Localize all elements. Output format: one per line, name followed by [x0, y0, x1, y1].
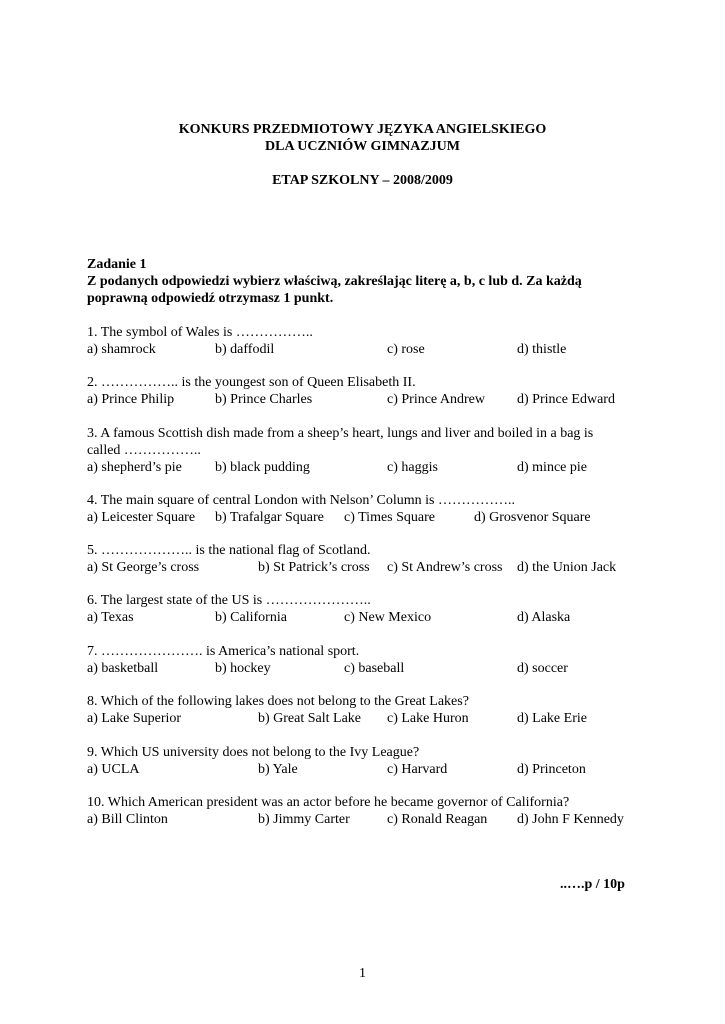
question-text: 8. Which of the following lakes does not belong to the Great Lakes?	[87, 694, 469, 709]
option-a[interactable]: a) shamrock	[87, 342, 156, 357]
option-c[interactable]: c) Lake Huron	[387, 711, 469, 726]
option-d[interactable]: d) soccer	[517, 661, 568, 676]
question-text-continued: called ……………..	[87, 443, 201, 458]
contest-stage: ETAP SZKOLNY – 2008/2009	[272, 173, 453, 188]
score-field: ..….p / 10p	[560, 877, 625, 892]
option-b[interactable]: b) Prince Charles	[215, 392, 313, 407]
option-b[interactable]: b) Yale	[258, 762, 298, 777]
option-d[interactable]: d) Princeton	[517, 762, 586, 777]
question-3	[87, 425, 647, 476]
option-b[interactable]: b) black pudding	[215, 460, 310, 475]
question-text: 4. The main square of central London with Nelson’ Column is ……………..	[87, 493, 515, 508]
option-d[interactable]: d) thistle	[517, 342, 567, 357]
contest-subtitle: DLA UCZNIÓW GIMNAZJUM	[265, 139, 460, 154]
question-text: 7. …………………. is America’s national sport.	[87, 644, 360, 659]
question-text: 1. The symbol of Wales is ……………..	[87, 325, 313, 340]
option-b[interactable]: b) hockey	[215, 661, 271, 676]
task-title: Zadanie 1	[87, 257, 147, 272]
option-c[interactable]: c) New Mexico	[344, 610, 432, 625]
option-d[interactable]: d) the Union Jack	[517, 560, 617, 575]
question-2	[87, 374, 647, 408]
question-text: 10. Which American president was an actor before he became governor of California?	[87, 795, 570, 810]
question-5	[87, 542, 647, 576]
option-a[interactable]: a) Leicester Square	[87, 510, 196, 525]
option-a[interactable]: a) Lake Superior	[87, 711, 182, 726]
question-text: 2. …………….. is the youngest son of Queen Elisabeth II.	[87, 375, 416, 390]
option-b[interactable]: b) daffodil	[215, 342, 275, 357]
question-6	[87, 592, 647, 626]
question-4	[87, 492, 647, 526]
option-c[interactable]: c) baseball	[344, 661, 405, 676]
option-c[interactable]: c) Times Square	[344, 510, 435, 525]
option-b[interactable]: b) Great Salt Lake	[258, 711, 362, 726]
option-b[interactable]: b) St Patrick’s cross	[258, 560, 370, 575]
question-text: 5. ……………….. is the national flag of Scotland.	[87, 543, 371, 558]
option-c[interactable]: c) St Andrew’s cross	[387, 560, 503, 575]
option-d[interactable]: d) Alaska	[517, 610, 571, 625]
option-d[interactable]: d) Lake Erie	[517, 711, 587, 726]
question-8	[87, 693, 647, 727]
option-d[interactable]: d) mince pie	[517, 460, 587, 475]
option-a[interactable]: a) St George’s cross	[87, 560, 200, 575]
contest-title: KONKURS PRZEDMIOTOWY JĘZYKA ANGIELSKIEGO	[178, 122, 547, 137]
option-a[interactable]: a) basketball	[87, 661, 159, 676]
option-a[interactable]: a) Texas	[87, 610, 134, 625]
option-b[interactable]: b) Trafalgar Square	[215, 510, 324, 525]
option-a[interactable]: a) UCLA	[87, 762, 140, 777]
option-b[interactable]: b) Jimmy Carter	[258, 812, 350, 827]
option-c[interactable]: c) Prince Andrew	[387, 392, 485, 407]
option-d[interactable]: d) Grosvenor Square	[474, 510, 591, 525]
option-c[interactable]: c) Harvard	[387, 762, 448, 777]
option-c[interactable]: c) haggis	[387, 460, 438, 475]
task-instruction-line2: poprawną odpowiedź otrzymasz 1 punkt.	[87, 291, 334, 306]
question-text: 9. Which US university does not belong to the Ivy League?	[87, 745, 420, 760]
question-text: 3. A famous Scottish dish made from a sheep’s heart, lungs and liver and boiled in a bag is	[87, 426, 594, 441]
question-text: 6. The largest state of the US is …………………..	[87, 593, 371, 608]
option-c[interactable]: c) rose	[387, 342, 425, 357]
page-number: 1	[359, 966, 366, 981]
option-b[interactable]: b) California	[215, 610, 287, 625]
option-d[interactable]: d) John F Kennedy	[517, 812, 624, 827]
option-a[interactable]: a) Bill Clinton	[87, 812, 168, 827]
option-d[interactable]: d) Prince Edward	[517, 392, 615, 407]
task-instruction-line1: Z podanych odpowiedzi wybierz właściwą, zakreślając literę a, b, c lub d. Za każdą	[87, 274, 582, 289]
option-a[interactable]: a) Prince Philip	[87, 392, 175, 407]
question-9	[87, 744, 647, 778]
option-c[interactable]: c) Ronald Reagan	[387, 812, 488, 827]
question-1	[87, 324, 647, 358]
question-7	[87, 643, 647, 677]
question-10	[87, 794, 647, 828]
option-a[interactable]: a) shepherd’s pie	[87, 460, 182, 475]
